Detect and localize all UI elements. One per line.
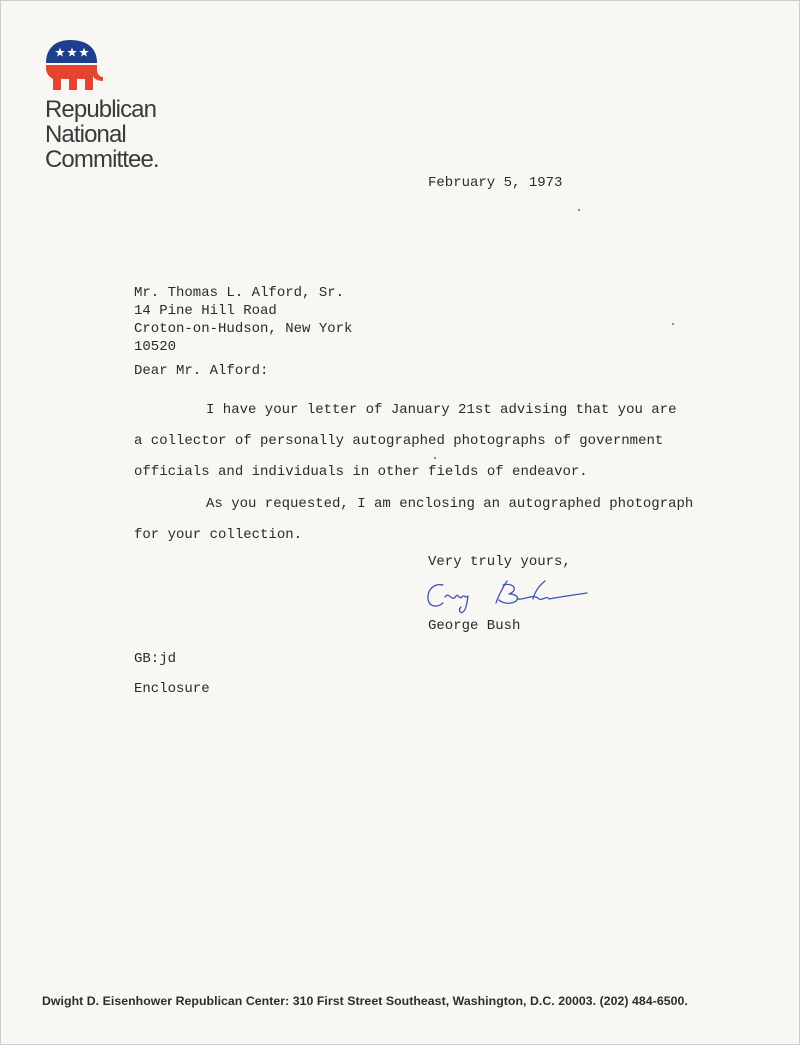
elephant-logo-icon (43, 37, 103, 93)
recipient-street: 14 Pine Hill Road (134, 303, 277, 319)
recipient-address (134, 284, 352, 356)
recipient-name: Mr. Thomas L. Alford, Sr. (134, 285, 345, 301)
handwritten-signature-icon (421, 575, 591, 615)
complimentary-closing: Very truly yours, (428, 554, 571, 570)
paragraph-line: I have your letter of January 21st advising that you are (206, 402, 677, 418)
body-paragraph-2 (134, 489, 693, 551)
enclosure-notation: Enclosure (134, 681, 210, 697)
org-name-line-2: National (45, 121, 126, 148)
reference-initials: GB:jd (134, 651, 177, 667)
salutation: Dear Mr. Alford: (134, 363, 269, 379)
signer-name: George Bush (428, 618, 521, 634)
paper-speck (434, 457, 436, 459)
paragraph-line: a collector of personally autographed photographs of government (134, 433, 664, 449)
recipient-city: Croton-on-Hudson, New York (134, 321, 353, 337)
org-name-line-3: Committee. (45, 146, 159, 173)
paragraph-line: for your collection. (134, 527, 303, 543)
body-paragraph-1 (134, 395, 676, 488)
paper-speck (672, 323, 674, 325)
paragraph-line: officials and individuals in other fields of endeavor. (134, 464, 588, 480)
paragraph-line: As you requested, I am enclosing an autographed photograph (206, 496, 694, 512)
letter-date: February 5, 1973 (428, 175, 563, 191)
paper-speck (578, 209, 580, 211)
organization-name (45, 97, 159, 172)
letterhead-footer-address: Dwight D. Eisenhower Republican Center: 310 First Street Southeast, Washington, D.C. 20003. (202) 484-6500. (42, 994, 688, 1008)
org-name-line-1: Republican (45, 96, 157, 123)
recipient-zip: 10520 (134, 339, 177, 355)
